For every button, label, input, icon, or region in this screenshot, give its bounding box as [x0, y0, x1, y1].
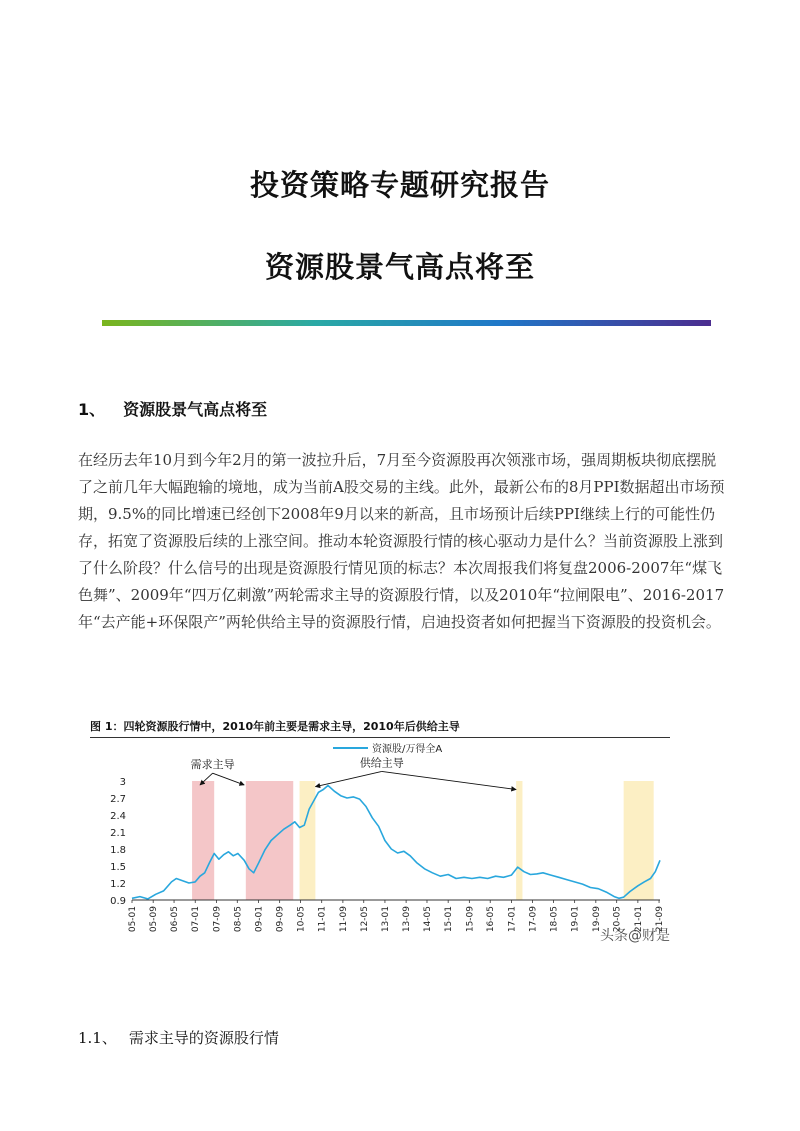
x-tick-label: 13-01 [380, 906, 391, 933]
report-title: 投资策略专题研究报告 [249, 168, 550, 202]
x-tick-label: 13-09 [402, 906, 413, 933]
annotations [191, 755, 517, 789]
annotation-arrow [382, 771, 516, 789]
annotation-label: 需求主导 [190, 758, 235, 772]
x-tick-label: 21-09 [655, 906, 666, 933]
supply-region-2 [300, 781, 316, 900]
x-tick-label: 07-09 [212, 906, 223, 933]
section-1-1-title: 需求主导的资源股行情 [128, 1029, 279, 1047]
y-tick-label: 2.1 [110, 828, 126, 839]
x-tick-label: 17-09 [528, 906, 539, 933]
x-tick-label: 15-09 [465, 906, 476, 933]
x-axis [128, 900, 665, 932]
y-tick-label: 0.9 [110, 896, 126, 907]
x-tick-label: 07-01 [191, 906, 202, 933]
supply-region-3 [516, 781, 522, 900]
report-subtitle: 资源股景气高点将至 [264, 250, 535, 284]
x-tick-label: 16-05 [486, 906, 497, 933]
section-1-heading [78, 397, 267, 420]
section-1-paragraph: 在经历去年10月到今年2月的第一波拉升后，7月至今资源股再次领涨市场，强周期板块彻底摆脱了之前几年大幅跑输的境地，成为当前A股交易的主线。此外，最新公布的8月PPI数据超出市场预期，9.5%的同比增速已经创下2008年9月以来的新高，且市场预计后续PPI继续上行的可能性仍存，拓宽了资源股后续的上涨空间。推动本轮资源股行情的核心驱动力是什么？当前资源股上涨到了什么阶段？什么信号的出现是资源股行情见顶的标志？本次周报我们将复盘2006-2007年“煤飞色舞”、2009年“四万亿刺激”两轮需求主导的资源股行情，以及2010年“拉闸限电”、2016-2017年“去产能+环保限产”两轮供给主导的资源股行情，启迪投资者如何把握当下资源股的投资机会。 [78, 451, 725, 631]
y-tick-label: 1.8 [110, 845, 126, 856]
x-tick-label: 11-09 [338, 906, 349, 933]
x-tick-label: 09-09 [275, 906, 286, 933]
y-tick-label: 2.4 [110, 811, 126, 822]
x-tick-label: 19-01 [570, 906, 581, 933]
watermark: 头条@财是 [600, 928, 670, 944]
x-tick-label: 12-05 [359, 906, 370, 933]
section-1-number: 1、 [78, 400, 106, 419]
y-tick-label: 1.2 [110, 879, 126, 890]
section-1-1-heading [78, 1027, 279, 1048]
y-tick-label: 2.7 [110, 794, 126, 805]
annotation-arrow [315, 771, 381, 786]
annotation-arrow [213, 773, 245, 785]
x-tick-label: 10-05 [296, 906, 307, 933]
y-tick-label: 1.5 [110, 862, 126, 873]
annotation-label: 供给主导 [359, 756, 404, 770]
x-tick-label: 21-01 [633, 906, 644, 933]
legend [333, 742, 442, 755]
gradient-divider [102, 320, 711, 326]
x-tick-label: 20-05 [612, 906, 623, 933]
demand-region-1 [246, 781, 293, 900]
shaded-regions [192, 781, 654, 900]
section-1-title: 资源股景气高点将至 [123, 400, 268, 419]
x-tick-label: 05-01 [128, 906, 138, 933]
x-tick-label: 05-09 [149, 906, 160, 933]
supply-region-4 [624, 781, 654, 900]
x-tick-label: 11-01 [317, 906, 328, 933]
x-tick-label: 19-09 [591, 906, 602, 933]
x-tick-label: 18-05 [549, 906, 560, 933]
x-tick-label: 08-05 [233, 906, 244, 933]
resource-stock-chart [90, 738, 680, 948]
y-tick-label: 3 [119, 777, 126, 788]
x-tick-label: 17-01 [507, 906, 518, 933]
y-axis [110, 777, 126, 907]
legend-label: 资源股/万得全A [372, 744, 443, 755]
section-1-1-number: 1.1、 [78, 1029, 117, 1047]
x-tick-label: 06-05 [170, 906, 181, 933]
x-tick-label: 09-01 [254, 906, 265, 933]
figure-caption: 图 1：四轮资源股行情中，2010年前主要是需求主导，2010年后供给主导 [90, 718, 670, 738]
section-1-body [78, 447, 728, 636]
x-tick-label: 14-05 [422, 906, 433, 933]
x-tick-label: 15-01 [444, 906, 455, 933]
